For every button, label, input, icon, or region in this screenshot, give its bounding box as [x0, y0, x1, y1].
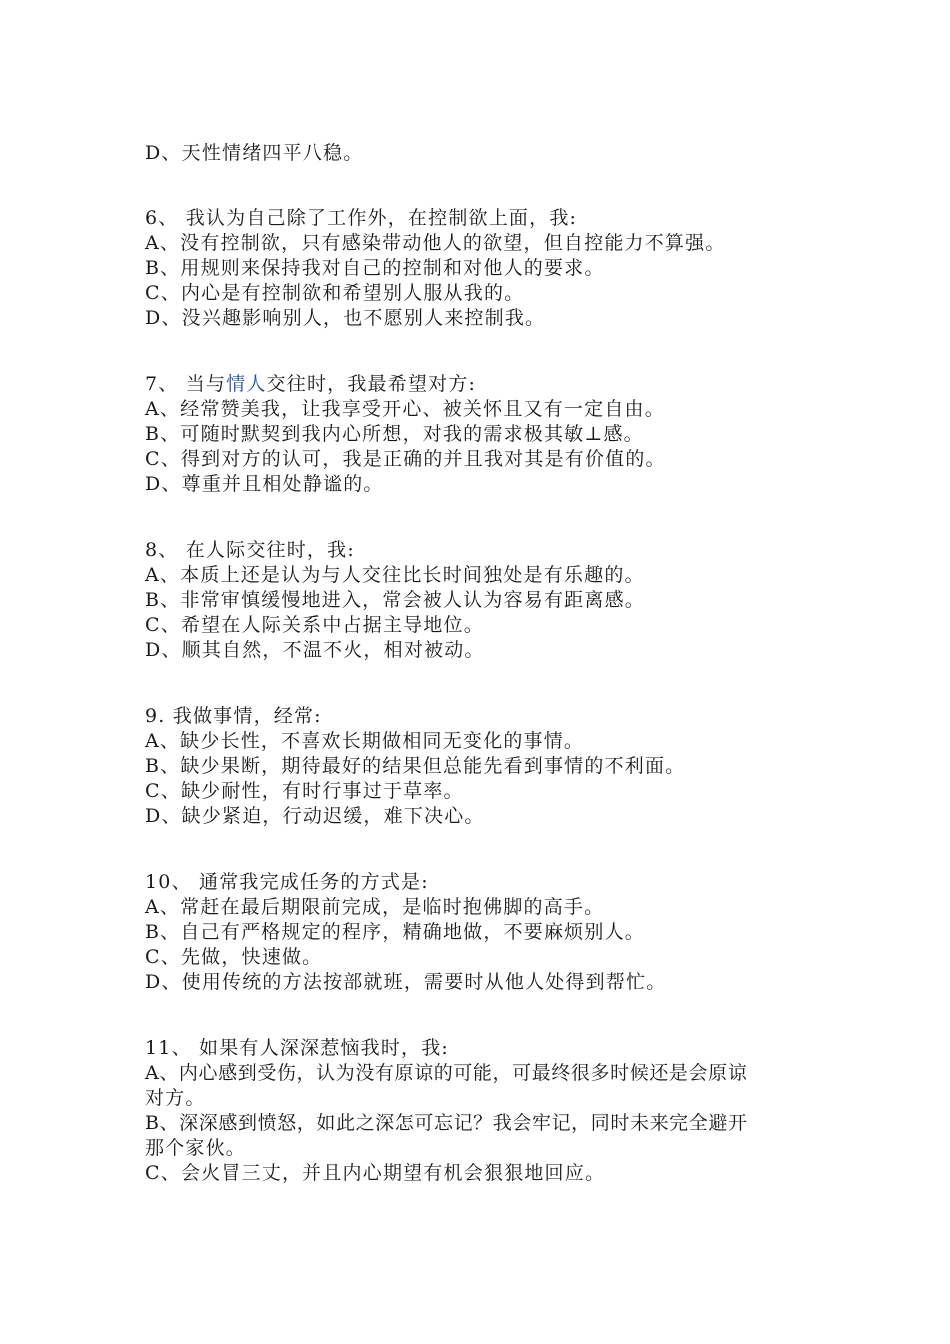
q7-question-prefix: 7、 当与 — [145, 373, 227, 395]
q6-option-d: D、没兴趣影响别人，也不愿别人来控制我。 — [145, 307, 546, 329]
q9-option-b: B、缺少果断，期待最好的结果但总能先看到事情的不利面。 — [145, 755, 686, 777]
q7-option-c: C、得到对方的认可，我是正确的并且我对其是有价值的。 — [145, 448, 666, 470]
q8-question: 8、 在人际交往时，我: — [145, 539, 355, 561]
q8-option-c: C、希望在人际关系中占据主导地位。 — [145, 614, 484, 636]
q10-option-d: D、使用传统的方法按部就班，需要时从他人处得到帮忙。 — [145, 971, 667, 993]
q6-question: 6、 我认为自己除了工作外，在控制欲上面，我: — [145, 207, 578, 229]
q11-option-c: C、会火冒三丈，并且内心期望有机会狠狠地回应。 — [145, 1162, 606, 1184]
q11-option-b-line2: 那个家伙。 — [145, 1137, 247, 1159]
q10-question: 10、 通常我完成任务的方式是: — [145, 871, 429, 893]
q10-option-b: B、自己有严格规定的程序，精确地做，不要麻烦别人。 — [145, 921, 645, 943]
q7-option-d: D、尊重并且相处静谧的。 — [145, 473, 384, 495]
q7-question-suffix: 交往时，我最希望对方: — [266, 373, 477, 395]
q9-option-a: A、缺少长性，不喜欢长期做相同无变化的事情。 — [145, 730, 585, 752]
q6-option-c: C、内心是有控制欲和希望别人服从我的。 — [145, 282, 525, 304]
q9-option-c: C、缺少耐性，有时行事过于草率。 — [145, 780, 464, 802]
q11-option-a-line1: A、内心感到受伤，认为没有原谅的可能，可最终很多时候还是会原谅 — [145, 1062, 748, 1084]
q7-hyperlink-term[interactable]: 情人 — [226, 373, 267, 395]
q11-question: 11、 如果有人深深惹恼我时，我: — [145, 1037, 450, 1059]
q11-option-a-line2: 对方。 — [145, 1087, 206, 1109]
q9-option-d: D、缺少紧迫，行动迟缓，难下决心。 — [145, 805, 485, 827]
q6-option-b: B、用规则来保持我对自己的控制和对他人的要求。 — [145, 257, 605, 279]
q7-option-b — [145, 422, 644, 446]
q7-option-b-text: B、可随时默契到我内心所想，对我的需求极其敏 — [145, 423, 585, 445]
q5-option-d: D、天性情绪四平八稳。 — [145, 142, 364, 164]
q8-option-d: D、顺其自然，不温不火，相对被动。 — [145, 639, 485, 661]
q7-option-b-end: 感。 — [603, 423, 644, 445]
q6-option-a: A、没有控制欲，只有感染带动他人的欲望，但自控能力不算强。 — [145, 232, 726, 254]
q7-option-a: A、经常赞美我，让我享受开心、被关怀且又有一定自由。 — [145, 398, 665, 420]
text-artifact-mark: ⊥ — [584, 423, 604, 445]
q8-option-a: A、本质上还是认为与人交往比长时间独处是有乐趣的。 — [145, 564, 645, 586]
q7-question — [145, 372, 476, 396]
q10-option-c: C、先做，快速做。 — [145, 946, 323, 968]
q11-option-b-line1: B、深深感到愤怒，如此之深怎可忘记？我会牢记，同时未来完全避开 — [145, 1112, 748, 1134]
q10-option-a: A、常赶在最后期限前完成，是临时抱佛脚的高手。 — [145, 896, 605, 918]
q8-option-b: B、非常审慎缓慢地进入，常会被人认为容易有距离感。 — [145, 589, 645, 611]
q9-question: 9. 我做事情，经常: — [145, 705, 322, 727]
